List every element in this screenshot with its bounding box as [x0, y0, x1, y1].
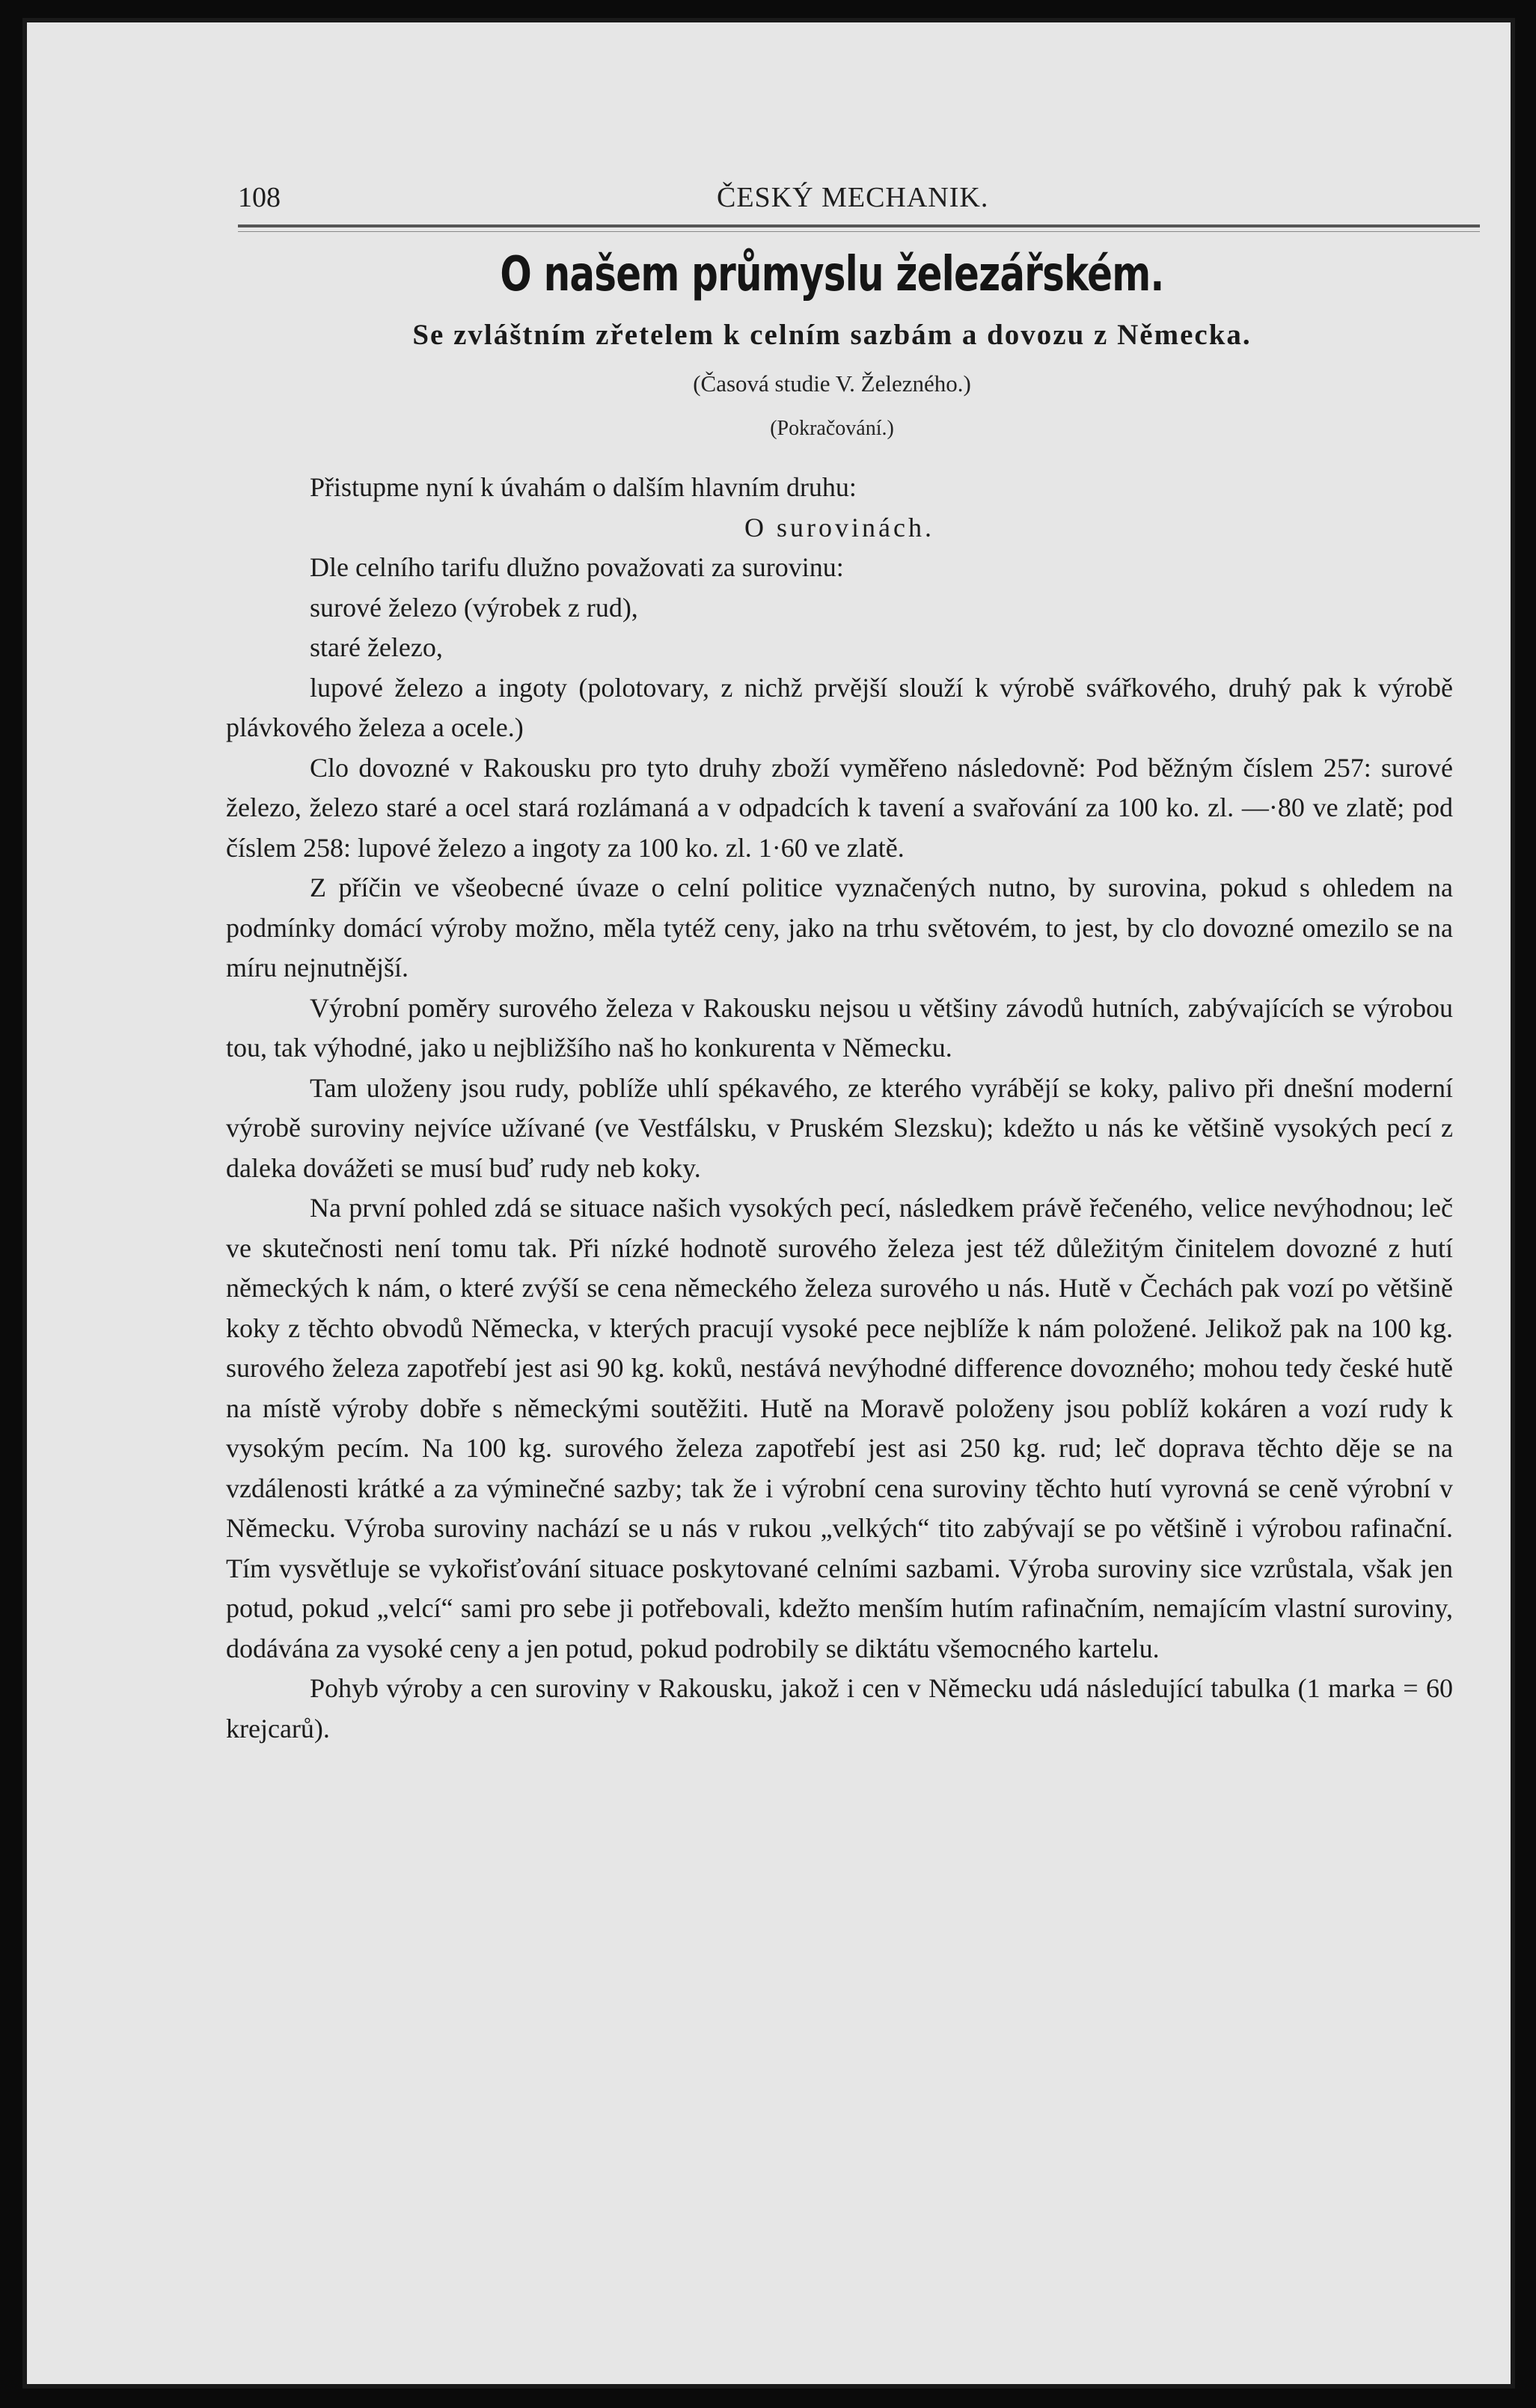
paragraph: Z příčin ve všeobecné úvaze o celní politice vyznačených nutno, by surovina, pokud s ohledem na podmínky domácí výroby možno, měla tytéž ceny, jako na trhu světovém, to jest, by clo dovozné omezilo se na míru nejnutnější. [226, 873, 1453, 983]
paragraph: Tam uloženy jsou rudy, poblíže uhlí spékavého, ze kterého vyrábějí se koky, palivo při dnešní moderní výrobě suroviny nejvíce užívané (ve Vestfálsku, v Pruském Slezsku); kdežto u nás ke většině vysokých pecí z daleka dovážeti se musí buď rudy neb koky. [226, 1072, 1453, 1183]
section-heading: O surovinách. [744, 512, 934, 543]
paragraph: Na první pohled zdá se situace našich vysokých pecí, následkem právě řečeného, velice nevýhodnou; leč ve skutečnosti není tomu tak. Při nízké hodnotě surového železa jest též důležitým činitelem dovozné z hutí německých k nám, o které zvýší se cena německého železa surového u nás. Hutě v Čechách pak vozí po většině koky z těchto obvodů Německa, v kterých pracují vysoké pece nejblíže k nám položené. Jelikož pak na 100 kg. surového železa zapotřebí jest asi 90 kg. koků, nestává nevýhodné difference dovozného; mohou tedy české hutě na místě výroby dobře s německými soutěžiti. Hutě na Moravě položeny jsou poblíž kokáren a vozí rudy k vysokým pecím. Na 100 kg. surového železa zapotřebí jest asi 250 kg. rud; leč doprava těchto děje se na vzdálenosti krátké a za výminečné sazby; tak že i výrobní cena suroviny těchto hutí vyrovná se ceně výrobní v Německu. Výroba suroviny nachází se u nás v rukou „velkých“ tito zabývají se po většině i výrobou rafinační. Tím vysvětluje se vykořisťování situace poskytované celními sazbami. Výroba suroviny sice vzrůstala, však jen potud, pokud „velcí“ sami pro sebe ji potřebovali, kdežto menším hutím rafinačním, nemajícím vlastní suroviny, dodávána za vysoké ceny a jen potud, pokud podrobily se diktátu všemocného kartelu. [226, 1193, 1453, 1663]
paragraph: Přistupme nyní k úvahám o dalším hlavním druhu: [310, 472, 857, 502]
header-rule [238, 224, 1480, 227]
list-item: lupové železo a ingoty (polotovary, z nichž prvější slouží k výrobě svářkového, druhý pak k výrobě plávkového železa a ocele.) [226, 672, 1453, 742]
continued-note: (Pokračování.) [770, 417, 894, 440]
paragraph: Pohyb výroby a cen suroviny v Rakousku, jakož i cen v Německu udá následující tabulka (1 marka = 60 krejcarů). [226, 1673, 1453, 1744]
article-subtitle: Se zvláštním zřetelem k celním sazbám a dovozu z Německa. [412, 319, 1252, 351]
article-byline: (Časová studie V. Železného.) [693, 370, 971, 397]
list-item: surové železo (výrobek z rud), [310, 592, 638, 623]
article-body [226, 468, 1453, 1749]
header-rule-thin [238, 231, 1480, 232]
paragraph: Dle celního tarifu dlužno považovati za surovinu: [310, 552, 844, 582]
running-head: ČESKÝ MECHANIK. [717, 182, 989, 213]
article-title: O našem průmyslu železářském. [500, 247, 1164, 302]
paragraph: Clo dovozné v Rakousku pro tyto druhy zboží vyměřeno následovně: Pod běžným číslem 257: surové železo, železo staré a ocel stará rozlámaná a v odpadcích k tavení a svařování za 100 ko. zl. —·80 ve zlatě; pod číslem 258: lupové železo a ingoty za 100 ko. zl. 1·60 ve zlatě. [226, 752, 1453, 863]
list-item: staré železo, [310, 632, 443, 662]
page-header [238, 181, 1480, 233]
paragraph: Výrobní poměry surového železa v Rakousku nejsou u většiny závodů hutních, zabývajících se výrobou tou, tak výhodné, jako u nejbližšího naš ho konkurenta v Německu. [226, 992, 1453, 1063]
page-number: 108 [238, 182, 281, 213]
